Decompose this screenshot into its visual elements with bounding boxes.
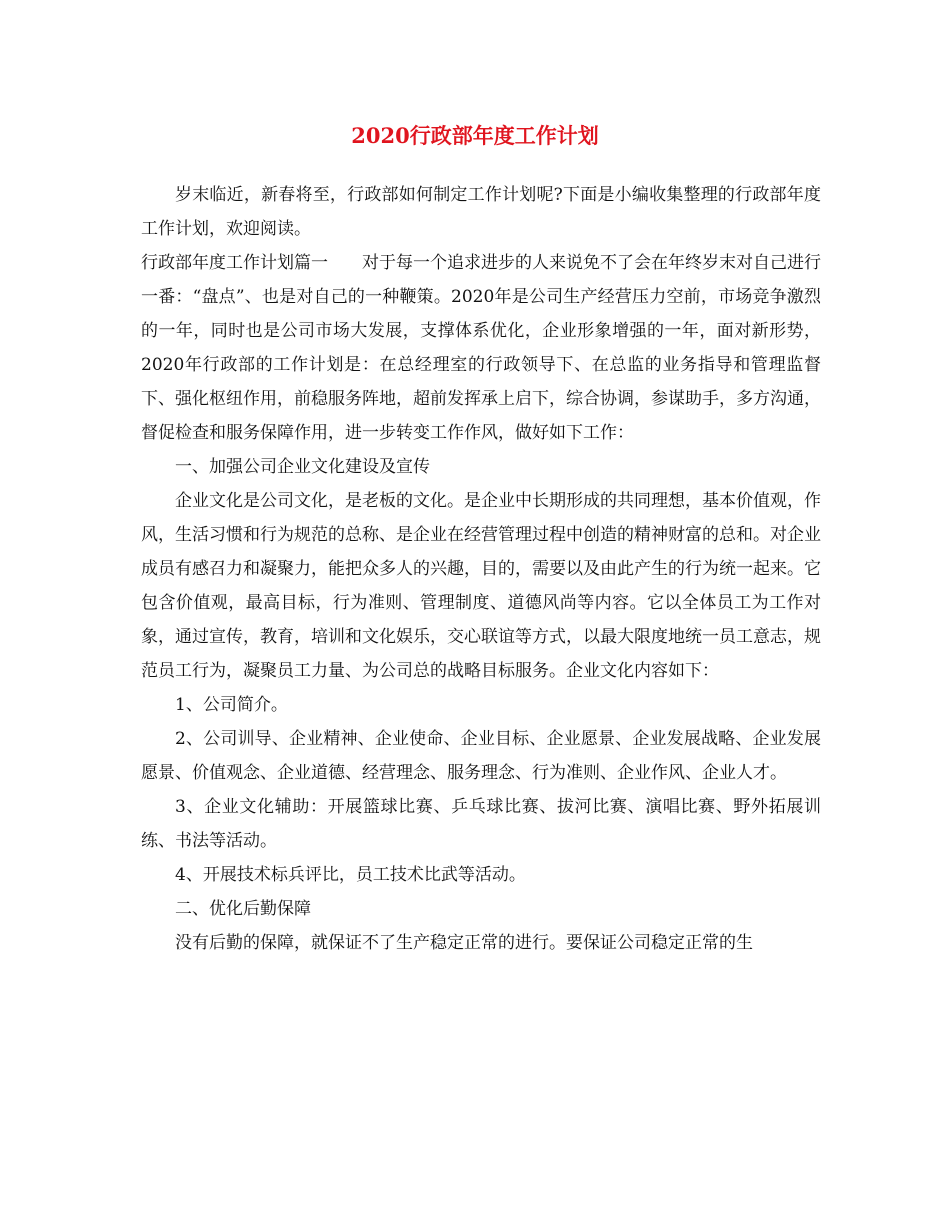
paragraph: 4、开展技术标兵评比，员工技术比武等活动。 xyxy=(175,865,526,885)
paragraph: 没有后勤的保障，就保证不了生产稳定正常的进行。要保证公司稳定正常的生 xyxy=(175,933,753,953)
paragraph: 一、加强公司企业文化建设及宣传 xyxy=(175,457,430,477)
paragraph: 3、企业文化辅助：开展篮球比赛、乒乓球比赛、拔河比赛、演唱比赛、野外拓展训练、书法等活动。 xyxy=(141,797,821,851)
paragraph: 岁末临近，新春将至，行政部如何制定工作计划呢?下面是小编收集整理的行政部年度工作计划，欢迎阅读。 xyxy=(141,185,821,239)
paragraph: 企业文化是公司文化，是老板的文化。是企业中长期形成的共同理想，基本价值观，作风，生活习惯和行为规范的总称、是企业在经营管理过程中创造的精神财富的总和。对企业成员有感召力和凝聚力，能把众多人的兴趣，目的，需要以及由此产生的行为统一起来。它包含价值观，最高目标，行为准则、管理制度、道德风尚等内容。它以全体员工为工作对象，通过宣传，教育，培训和文化娱乐，交心联谊等方式，以最大限度地统一员工意志，规范员工行为，凝聚员工力量、为公司总的战略目标服务。企业文化内容如下： xyxy=(141,491,821,681)
paragraph: 行政部年度工作计划篇一 对于每一个追求进步的人来说免不了会在年终岁末对自己进行一番：“盘点”、也是对自己的一种鞭策。2020年是公司生产经营压力空前，市场竞争激烈的一年，同时也是公司市场大发展，支撑体系优化，企业形象增强的一年，面对新形势，2020年行政部的工作计划是：在总经理室的行政领导下、在总监的业务指导和管理监督下、强化枢纽作用，前稳服务阵地，超前发挥承上启下，综合协调，参谋助手，多方沟通，督促检查和服务保障作用，进一步转变工作作风，做好如下工作： xyxy=(141,253,821,443)
paragraph: 2、公司训导、企业精神、企业使命、企业目标、企业愿景、企业发展战略、企业发展愿景、价值观念、企业道德、经营理念、服务理念、行为准则、企业作风、企业人才。 xyxy=(141,729,821,783)
paragraph: 1、公司简介。 xyxy=(175,695,288,715)
paragraph: 二、优化后勤保障 xyxy=(175,899,311,919)
document-title: 2020行政部年度工作计划 xyxy=(351,123,599,148)
document-body xyxy=(141,178,821,960)
